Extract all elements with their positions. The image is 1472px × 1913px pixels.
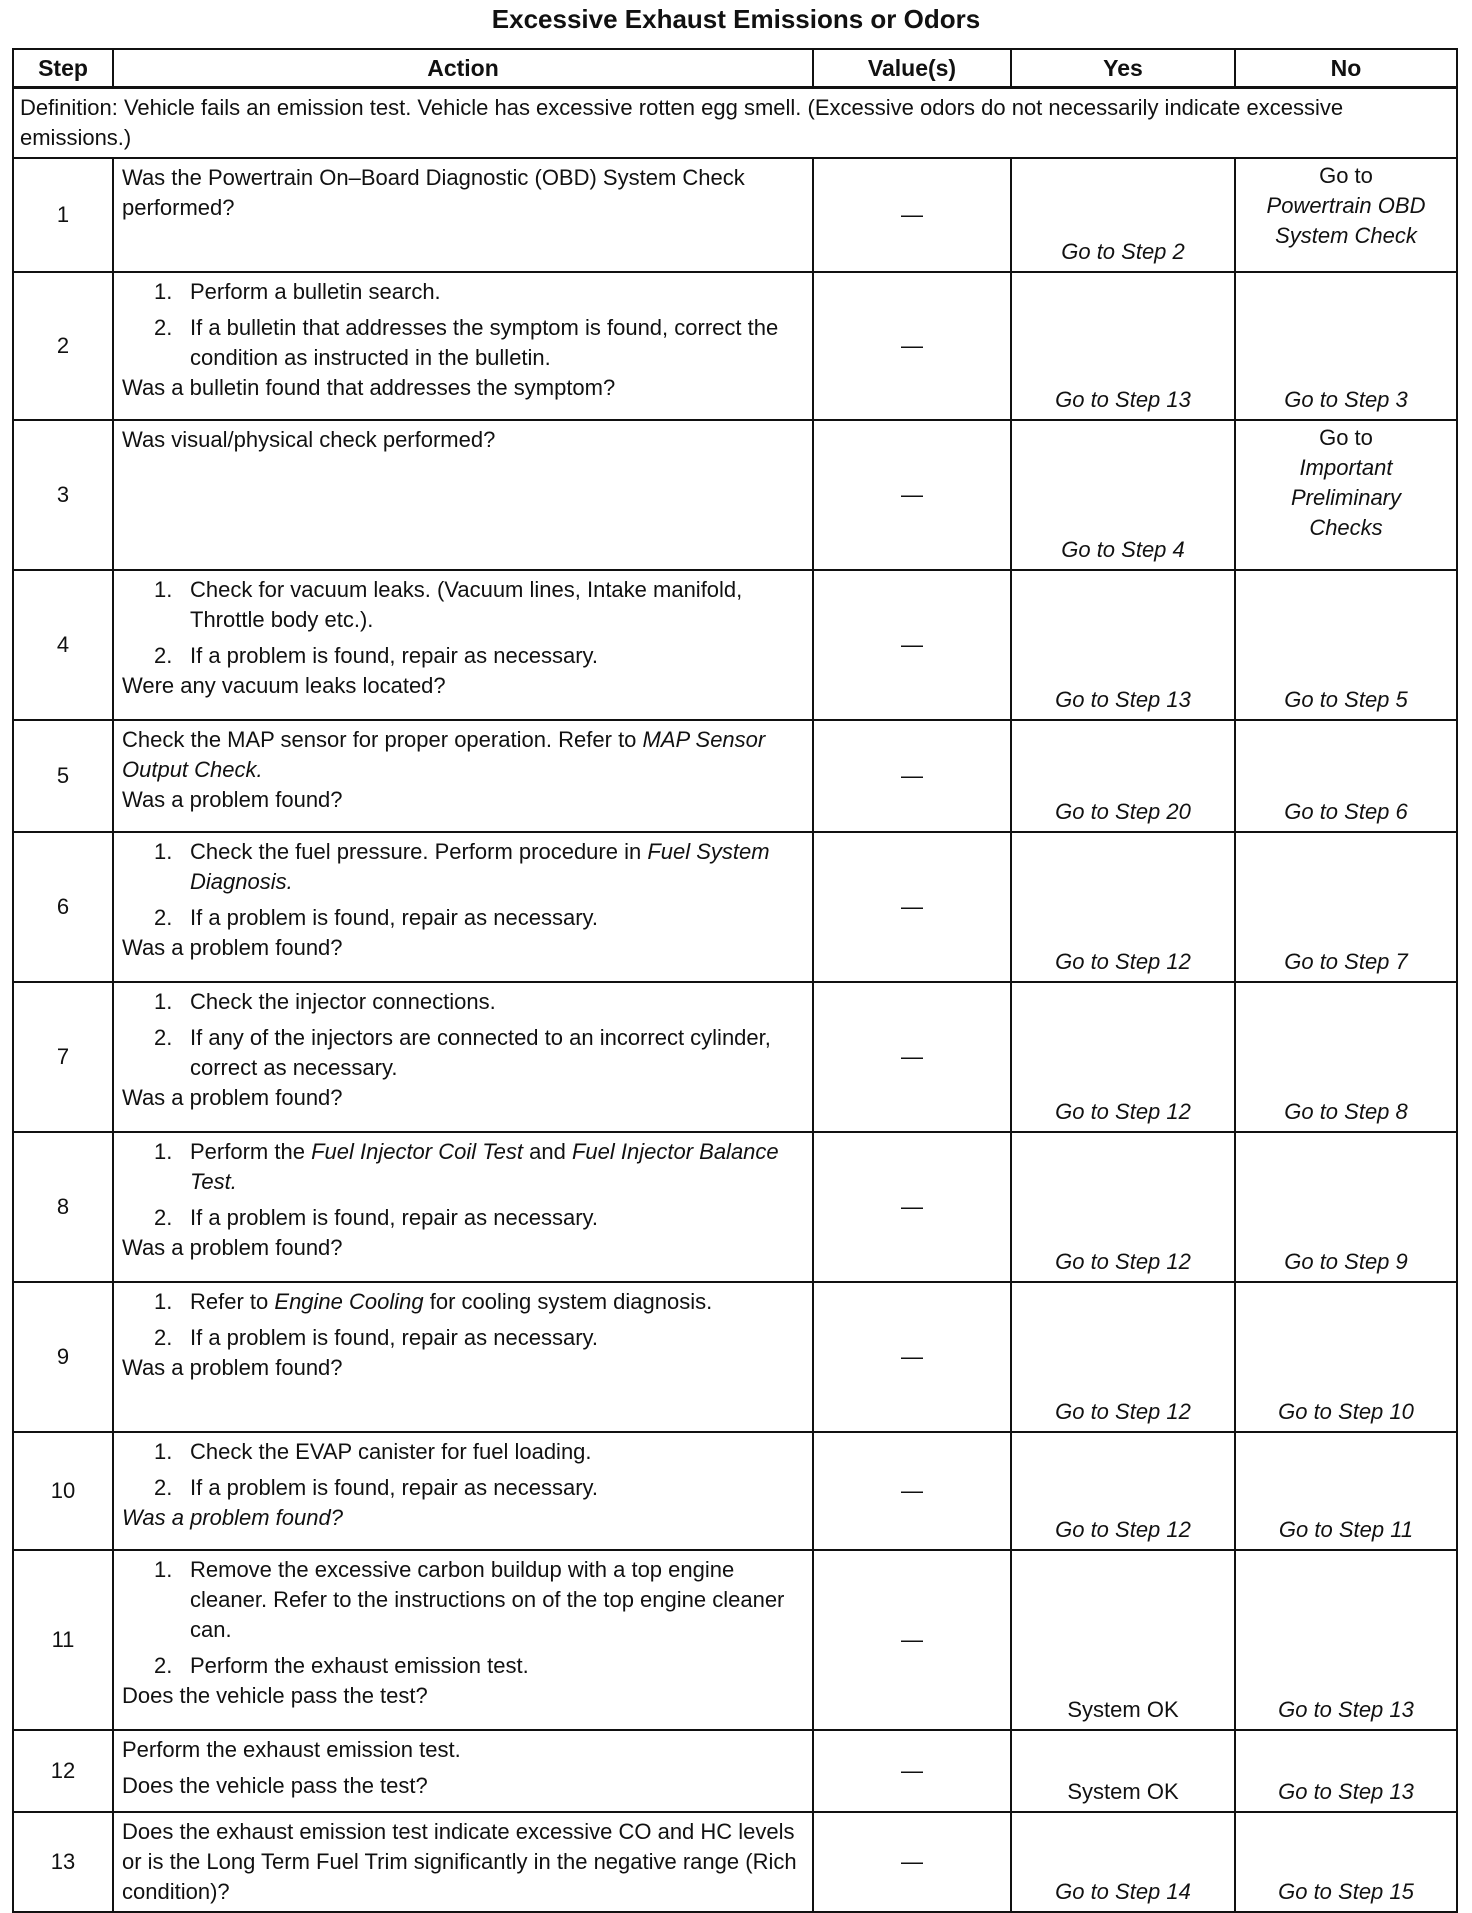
- no-link: Go to Step 13: [1278, 1779, 1414, 1804]
- item-number: 1.: [154, 1289, 173, 1314]
- no-link: Go to Step 11: [1278, 1517, 1414, 1542]
- no-link: Go to Step 3: [1284, 387, 1408, 412]
- item-number: 1.: [154, 1139, 173, 1164]
- yes-cell: [1011, 1812, 1235, 1912]
- yes-link: Go to Step 20: [1055, 799, 1191, 824]
- yes-cell: System OK: [1011, 1730, 1235, 1812]
- no-cell: [1235, 158, 1457, 272]
- yes-cell: [1011, 982, 1235, 1132]
- item-number: 2.: [154, 643, 173, 668]
- item-number: 2.: [154, 1475, 173, 1500]
- action-cell: [113, 982, 813, 1132]
- value-cell: —: [813, 158, 1011, 272]
- definition-text: Definition: Vehicle fails an emission test. Vehicle has excessive rotten egg smell. (Excessive odors do not necessarily indicate excessive emissions.): [13, 88, 1457, 159]
- no-cell: [1235, 272, 1457, 420]
- table-row: [13, 272, 1457, 420]
- action-cell: [113, 1432, 813, 1550]
- no-link: Powertrain OBD System Check: [1266, 193, 1426, 248]
- yes-cell: [1011, 158, 1235, 272]
- value-cell: —: [813, 1432, 1011, 1550]
- step-number: 10: [13, 1432, 113, 1550]
- value-cell: —: [813, 1730, 1011, 1812]
- item-text-part: Perform the: [190, 1139, 305, 1164]
- step-number: 12: [13, 1730, 113, 1812]
- no-prefix: Go to: [1319, 163, 1373, 188]
- step-number: 6: [13, 832, 113, 982]
- item-number: 1.: [154, 839, 173, 864]
- yes-cell: [1011, 1432, 1235, 1550]
- action-cell: [113, 832, 813, 982]
- yes-cell: [1011, 720, 1235, 832]
- value-cell: —: [813, 1132, 1011, 1282]
- step-number: 3: [13, 420, 113, 570]
- item-number: 2.: [154, 1325, 173, 1350]
- item-text: Remove the excessive carbon buildup with a top engine cleaner. Refer to the instructions on of the top engine cleaner can.: [190, 1557, 785, 1642]
- question-text: Was a problem found?: [122, 1235, 343, 1260]
- item-text: If a problem is found, repair as necessary.: [190, 1475, 599, 1500]
- step-number: 8: [13, 1132, 113, 1282]
- step-number: 9: [13, 1282, 113, 1432]
- table-row: [13, 420, 1457, 570]
- action-text: Does the exhaust emission test indicate excessive CO and HC levels or is the Long Term Fuel Trim significantly in the negative range (Rich condition)?: [122, 1819, 797, 1904]
- no-link: Go to Step 13: [1278, 1697, 1414, 1722]
- question-text: Was a problem found?: [122, 787, 343, 812]
- item-number: 2.: [154, 315, 173, 340]
- yes-cell: [1011, 420, 1235, 570]
- item-text: Check the EVAP canister for fuel loading.: [190, 1439, 592, 1464]
- yes-cell: [1011, 1132, 1235, 1282]
- list-item: [154, 1473, 804, 1503]
- yes-cell: [1011, 570, 1235, 720]
- no-prefix: Go to: [1319, 425, 1373, 450]
- item-text: If a problem is found, repair as necessary.: [190, 1325, 599, 1350]
- item-text: If a problem is found, repair as necessary.: [190, 905, 599, 930]
- no-link: Go to Step 6: [1284, 799, 1408, 824]
- yes-link: Go to Step 12: [1055, 949, 1191, 974]
- header-yes: Yes: [1011, 49, 1235, 88]
- no-cell: [1235, 570, 1457, 720]
- no-cell: [1235, 832, 1457, 982]
- action-text: Was visual/physical check performed?: [122, 427, 496, 452]
- item-text-part: and: [529, 1139, 566, 1164]
- value-cell: —: [813, 1282, 1011, 1432]
- item-text: If a problem is found, repair as necessary.: [190, 643, 599, 668]
- table-row: [13, 1550, 1457, 1730]
- question-text: Does the vehicle pass the test?: [122, 1683, 428, 1708]
- no-cell: [1235, 1132, 1457, 1282]
- action-cell: [113, 720, 813, 832]
- question-text: Was a problem found?: [122, 935, 343, 960]
- action-cell: [113, 272, 813, 420]
- item-number: 1.: [154, 577, 173, 602]
- value-cell: —: [813, 1812, 1011, 1912]
- no-link: Go to Step 9: [1284, 1249, 1408, 1274]
- step-number: 7: [13, 982, 113, 1132]
- value-cell: —: [813, 720, 1011, 832]
- yes-cell: [1011, 832, 1235, 982]
- yes-link: Go to Step 13: [1055, 687, 1191, 712]
- table-row: [13, 982, 1457, 1132]
- table-row: [13, 720, 1457, 832]
- value-cell: —: [813, 420, 1011, 570]
- item-reference: Fuel Injector Balance Test.: [190, 1139, 779, 1194]
- item-text: [190, 1287, 804, 1317]
- list-item: [154, 1555, 804, 1645]
- question-text: Was a bulletin found that addresses the symptom?: [122, 375, 616, 400]
- item-text: [190, 837, 804, 897]
- header-no: No: [1235, 49, 1457, 88]
- item-number: 1.: [154, 989, 173, 1014]
- no-link: Go to Step 7: [1284, 949, 1408, 974]
- no-link: Go to Step 8: [1284, 1099, 1408, 1124]
- question-text: Was a problem found?: [122, 1085, 343, 1110]
- table-row: [13, 1132, 1457, 1282]
- list-item: [154, 987, 804, 1017]
- action-cell: [113, 1730, 813, 1812]
- no-cell: [1235, 982, 1457, 1132]
- item-text-part: for cooling system diagnosis.: [429, 1289, 713, 1314]
- question-text: Was a problem found?: [122, 1505, 343, 1530]
- item-reference: Engine Cooling: [274, 1289, 424, 1314]
- item-number: 2.: [154, 905, 173, 930]
- table-row: [13, 1282, 1457, 1432]
- action-cell: [113, 1282, 813, 1432]
- no-link: Go to Step 15: [1278, 1879, 1414, 1904]
- yes-link: Go to Step 12: [1055, 1517, 1191, 1542]
- question-text: Does the vehicle pass the test?: [122, 1773, 428, 1798]
- list-item: [154, 277, 804, 307]
- list-item: [154, 903, 804, 933]
- item-text: If a problem is found, repair as necessary.: [190, 1205, 599, 1230]
- item-text: [190, 1137, 804, 1197]
- value-cell: —: [813, 1550, 1011, 1730]
- diagnostic-table: [12, 48, 1458, 1913]
- value-cell: —: [813, 982, 1011, 1132]
- action-cell: [113, 420, 813, 570]
- question-text: Was a problem found?: [122, 1355, 343, 1380]
- no-cell: [1235, 1812, 1457, 1912]
- action-text: Was the Powertrain On–Board Diagnostic (OBD) System Check performed?: [122, 165, 745, 220]
- list-item: [154, 575, 804, 635]
- no-cell: [1235, 720, 1457, 832]
- yes-cell: [1011, 272, 1235, 420]
- yes-link: Go to Step 12: [1055, 1249, 1191, 1274]
- no-link: Go to Step 5: [1284, 687, 1408, 712]
- item-text: Perform the exhaust emission test.: [190, 1653, 529, 1678]
- list-item: [154, 1651, 804, 1681]
- no-link: Go to Step 10: [1278, 1399, 1414, 1424]
- item-text-part: Refer to: [190, 1289, 269, 1314]
- header-action: Action: [113, 49, 813, 88]
- yes-link: Go to Step 12: [1055, 1099, 1191, 1124]
- no-cell: [1235, 420, 1457, 570]
- yes-link: Go to Step 2: [1061, 239, 1185, 264]
- action-cell: [113, 1812, 813, 1912]
- item-number: 2.: [154, 1653, 173, 1678]
- step-number: 2: [13, 272, 113, 420]
- item-number: 1.: [154, 1439, 173, 1464]
- item-number: 2.: [154, 1025, 173, 1050]
- header-value: Value(s): [813, 49, 1011, 88]
- header-step: Step: [13, 49, 113, 88]
- value-cell: —: [813, 832, 1011, 982]
- list-item: [154, 313, 804, 373]
- question-text: Were any vacuum leaks located?: [122, 673, 446, 698]
- yes-link: Go to Step 4: [1061, 537, 1185, 562]
- no-cell: [1235, 1432, 1457, 1550]
- yes-link: Go to Step 14: [1055, 1879, 1191, 1904]
- action-cell: [113, 1132, 813, 1282]
- item-reference: Fuel Injector Coil Test: [311, 1139, 524, 1164]
- item-text: Check the injector connections.: [190, 989, 496, 1014]
- action-cell: [113, 570, 813, 720]
- item-number: 2.: [154, 1205, 173, 1230]
- yes-cell: [1011, 1282, 1235, 1432]
- action-text-part: Check the MAP sensor for proper operation. Refer to: [122, 727, 637, 752]
- no-link: Important Preliminary Checks: [1290, 455, 1402, 540]
- yes-link: Go to Step 13: [1055, 387, 1191, 412]
- step-number: 1: [13, 158, 113, 272]
- action-cell: [113, 158, 813, 272]
- step-number: 5: [13, 720, 113, 832]
- step-number: 4: [13, 570, 113, 720]
- list-item: [154, 1203, 804, 1233]
- definition-row: [13, 88, 1457, 159]
- item-number: 1.: [154, 1557, 173, 1582]
- header-row: [13, 49, 1457, 88]
- list-item: [154, 641, 804, 671]
- item-text-part: Check the fuel pressure. Perform procedure in: [190, 839, 642, 864]
- no-cell: [1235, 1282, 1457, 1432]
- step-number: 11: [13, 1550, 113, 1730]
- list-item: [154, 1287, 804, 1317]
- yes-cell: System OK: [1011, 1550, 1235, 1730]
- action-reference: MAP Sensor Output Check.: [122, 727, 766, 782]
- list-item: [154, 1023, 804, 1083]
- action-cell: [113, 1550, 813, 1730]
- item-text: If any of the injectors are connected to an incorrect cylinder, correct as necessary.: [190, 1025, 771, 1080]
- action-text: [122, 725, 804, 785]
- item-reference: Fuel System Diagnosis.: [190, 839, 770, 894]
- value-cell: —: [813, 570, 1011, 720]
- list-item: [154, 837, 804, 897]
- action-text: Perform the exhaust emission test.: [122, 1737, 461, 1762]
- table-row: [13, 1812, 1457, 1912]
- value-cell: —: [813, 272, 1011, 420]
- table-row: [13, 1730, 1457, 1812]
- item-text: Perform a bulletin search.: [190, 279, 441, 304]
- table-row: [13, 570, 1457, 720]
- no-cell: [1235, 1730, 1457, 1812]
- no-cell: [1235, 1550, 1457, 1730]
- item-text: If a bulletin that addresses the symptom is found, correct the condition as instructed in the bulletin.: [190, 315, 779, 370]
- yes-link: Go to Step 12: [1055, 1399, 1191, 1424]
- table-row: [13, 1432, 1457, 1550]
- list-item: [154, 1137, 804, 1197]
- table-row: [13, 158, 1457, 272]
- item-text: Check for vacuum leaks. (Vacuum lines, Intake manifold, Throttle body etc.).: [190, 577, 743, 632]
- item-number: 1.: [154, 279, 173, 304]
- table-row: [13, 832, 1457, 982]
- page-title: Excessive Exhaust Emissions or Odors: [491, 4, 981, 34]
- list-item: [154, 1437, 804, 1467]
- step-number: 13: [13, 1812, 113, 1912]
- list-item: [154, 1323, 804, 1353]
